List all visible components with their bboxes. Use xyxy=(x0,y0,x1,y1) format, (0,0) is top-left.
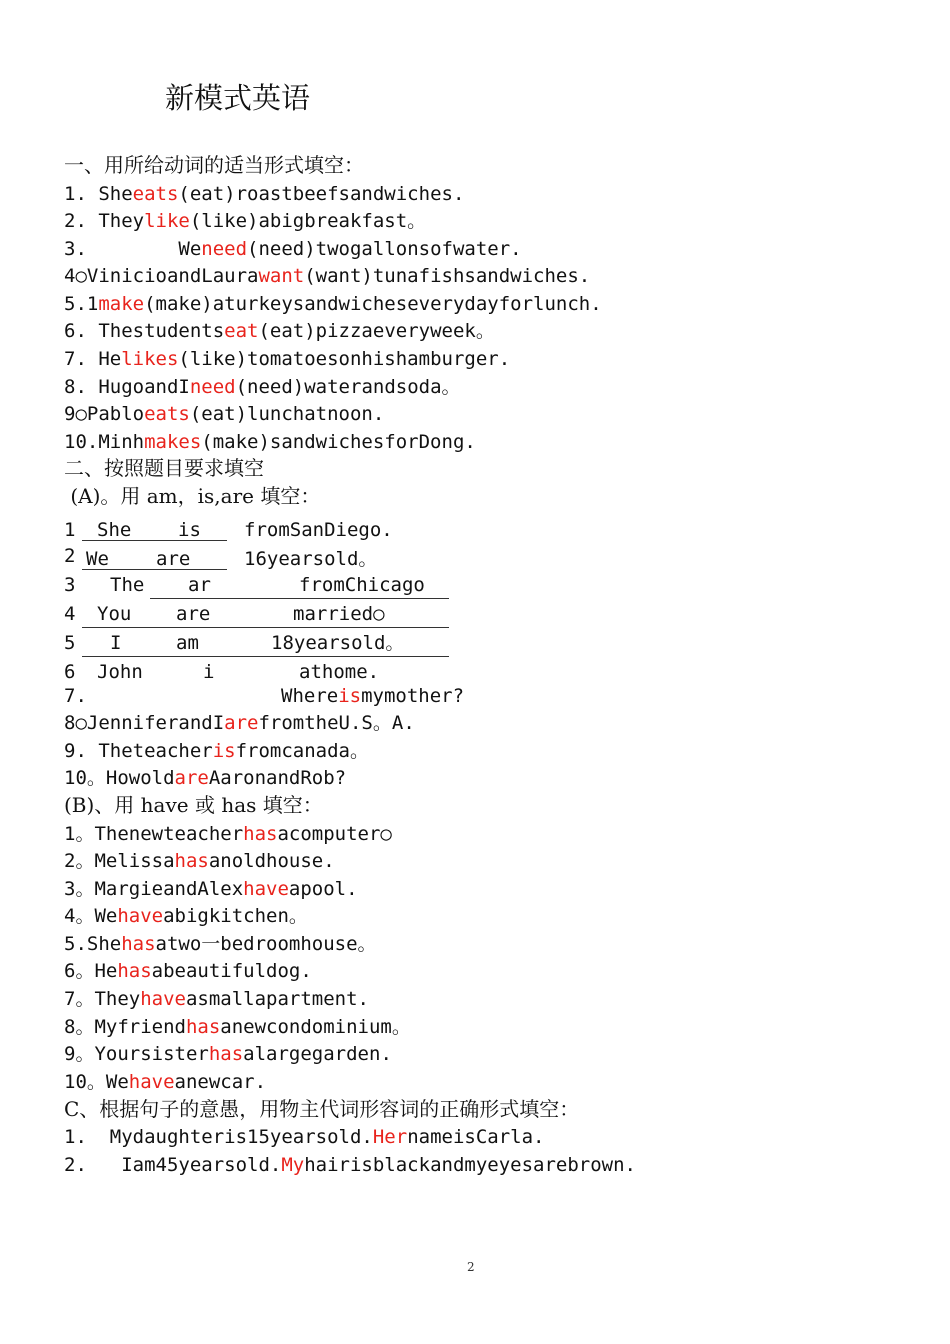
answer: My xyxy=(281,1154,305,1176)
partA-row-5-num: 5 xyxy=(64,632,76,654)
partA-item-10: 10。HowoldareAaronandRob? xyxy=(64,767,347,789)
partA-row-2-subj: We xyxy=(86,548,109,570)
answer: need xyxy=(201,238,248,260)
partB-heading: (B)、用 have 或 has 填空： xyxy=(64,793,323,817)
partA-row-1-subj: She xyxy=(97,519,132,541)
partB-item-7: 7。Theyhaveasmallapartment. xyxy=(64,988,369,1010)
partA-row-5-subj: I xyxy=(110,632,122,654)
partA-row-2-num: 2 xyxy=(64,545,76,567)
answer: have xyxy=(128,1071,175,1093)
answer: has xyxy=(121,933,156,955)
answer: want xyxy=(258,265,305,287)
s1-item-8: 8. HugoandIneed(need)waterandsoda。 xyxy=(64,376,461,398)
partA-row-1-num: 1 xyxy=(64,519,76,541)
partA-row-3-num: 3 xyxy=(64,574,76,596)
s1-item-5: 5.1make(make)aturkeysandwicheseverydayforlunch. xyxy=(64,293,602,315)
partA-row-6-rest: athome. xyxy=(299,661,380,683)
partA-row-6-answer: i xyxy=(203,661,215,683)
answer: need xyxy=(189,376,236,398)
s1-item-3: 3. Weneed(need)twogallonsofwater. xyxy=(64,238,522,260)
answer: are xyxy=(174,767,209,789)
s1-item-2: 2. Theylike(like)abigbreakfast。 xyxy=(64,210,427,232)
answer: eats xyxy=(144,403,190,425)
blank-underline xyxy=(82,540,227,541)
s1-item-7: 7. Helikes(like)tomatoesonhishamburger. xyxy=(64,348,511,370)
partC-heading: C、根据句子的意愚，用物主代词形容词的正确形式填空： xyxy=(64,1097,580,1121)
partB-item-4: 4。Wehaveabigkitchen。 xyxy=(64,905,308,927)
answer: make xyxy=(98,293,145,315)
answer: is xyxy=(212,740,236,762)
partA-row-4-subj: You xyxy=(97,603,132,625)
blank-underline xyxy=(82,569,227,570)
partB-item-2: 2。Melissahasanoldhouse. xyxy=(64,850,335,872)
partB-item-8: 8。Myfriendhasanewcondominium。 xyxy=(64,1016,411,1038)
answer: is xyxy=(338,685,362,707)
answer: eats xyxy=(132,183,179,205)
partA-item-9: 9. Theteacherisfromcanada。 xyxy=(64,740,369,762)
answer: eat xyxy=(224,320,259,342)
partB-item-10: 10。Wehaveanewcar. xyxy=(64,1071,267,1093)
partA-row-1-answer: is xyxy=(178,519,201,541)
partA-row-1-rest: fromSanDiego. xyxy=(244,519,393,541)
answer: have xyxy=(140,988,186,1010)
s1-item-9: 9○Pabloeats(eat)lunchatnoon. xyxy=(64,403,385,425)
partB-item-1: 1。Thenewteacherhasacomputer○ xyxy=(64,823,392,845)
partA-item-7-num: 7. xyxy=(64,685,87,707)
page-number: 2 xyxy=(467,1260,475,1274)
page-title: 新模式英语 xyxy=(165,81,311,115)
s1-item-4: 4○VinicioandLaurawant(want)tunafishsandwiches. xyxy=(64,265,591,287)
partC-item-1: 1. Mydaughteris15yearsold.HernameisCarla. xyxy=(64,1126,545,1148)
answer: have xyxy=(117,905,164,927)
partA-row-6-num: 6 xyxy=(64,661,76,683)
blank-underline xyxy=(82,656,449,657)
section1-heading: 一、用所给动词的适当形式填空： xyxy=(64,153,364,177)
partA-row-4-answer: are xyxy=(176,603,211,625)
partC-item-2: 2. Iam45yearsold.Myhairisblackandmyeyesarebrown. xyxy=(64,1154,636,1176)
blank-underline xyxy=(82,627,449,628)
s1-item-10: 10.Minhmakes(make)sandwichesforDong. xyxy=(64,431,476,453)
partA-row-5-rest: 18yearsold。 xyxy=(271,632,405,654)
answer: has xyxy=(174,850,209,872)
partA-row-2-rest: 16yearsold。 xyxy=(244,548,378,570)
partA-heading: (A)。用 am，is,are 填空： xyxy=(64,484,321,508)
answer: are xyxy=(224,712,259,734)
partA-row-4-rest: married○ xyxy=(293,603,385,625)
answer: have xyxy=(243,878,289,900)
partA-row-6-subj: John xyxy=(97,661,143,683)
answer: makes xyxy=(144,431,202,453)
answer: has xyxy=(185,1016,221,1038)
answer: has xyxy=(243,823,278,845)
partB-item-3: 3。MargieandAlexhaveapool. xyxy=(64,878,358,900)
partB-item-6: 6。Hehasabeautifuldog. xyxy=(64,960,312,982)
partA-item-8: 8○JenniferandIarefromtheU.S。A. xyxy=(64,712,415,734)
partA-row-3-subj: The xyxy=(110,574,145,596)
answer: has xyxy=(117,960,152,982)
partA-row-3-answer: ar xyxy=(188,574,211,596)
section2-heading: 二、按照题目要求填空 xyxy=(64,456,264,480)
answer: likes xyxy=(121,348,179,370)
partA-row-3-rest: fromChicago xyxy=(299,574,425,596)
partB-item-9: 9。Yoursisterhasalargegarden. xyxy=(64,1043,392,1065)
s1-item-6: 6. Thestudentseat(eat)pizzaeveryweek。 xyxy=(64,320,495,342)
answer: has xyxy=(208,1043,244,1065)
partB-item-5: 5.Shehasatwo一bedroomhouse。 xyxy=(64,933,377,955)
partA-row-4-num: 4 xyxy=(64,603,76,625)
answer: Her xyxy=(372,1126,408,1148)
partA-item-7: Whereismymother? xyxy=(281,685,465,707)
s1-item-1: 1. Sheeats(eat)roastbeefsandwiches. xyxy=(64,183,465,205)
partA-row-2-answer: are xyxy=(156,548,191,570)
partA-row-5-answer: am xyxy=(176,632,199,654)
blank-underline xyxy=(150,598,449,599)
answer: like xyxy=(144,210,190,232)
